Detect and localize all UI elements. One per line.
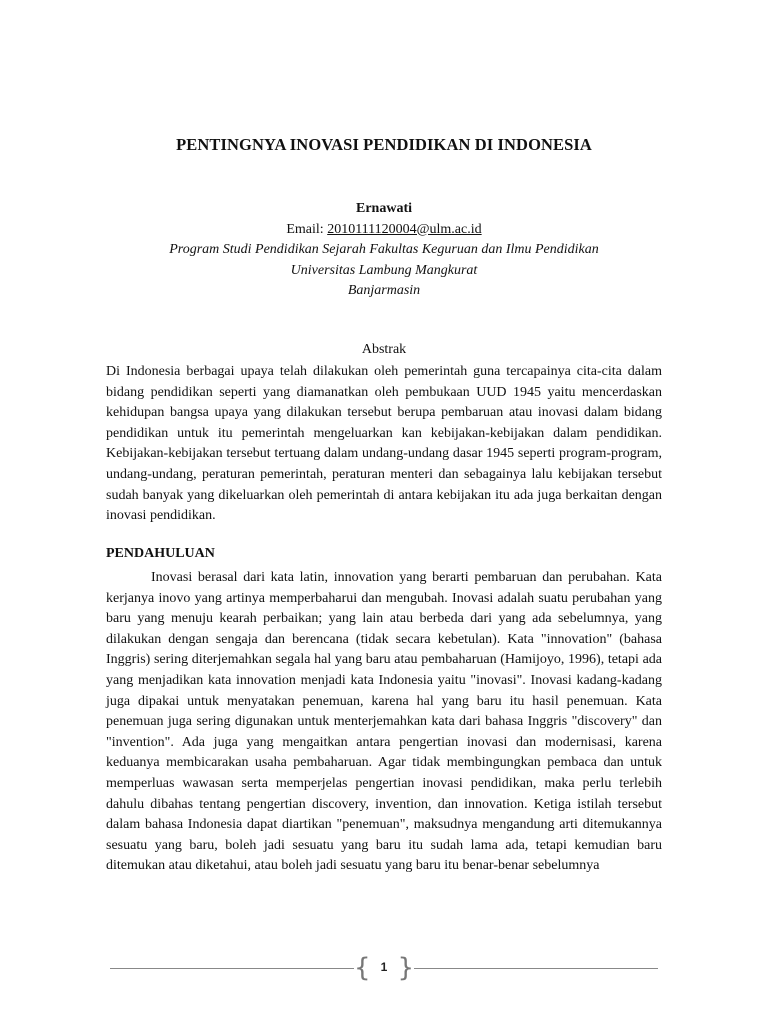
author-name: Ernawati [356, 201, 412, 216]
affiliation-city: Banjarmasin [347, 283, 421, 298]
left-brace-icon: { [354, 953, 371, 983]
email-label: Email: [286, 221, 328, 237]
affiliation-university: Universitas Lambung Mangkurat [290, 262, 478, 278]
author-email-line [0, 220, 768, 241]
abstract-heading: Abstrak [361, 342, 407, 357]
right-brace-icon: } [397, 953, 414, 983]
abstract-text: Di Indonesia berbagai upaya telah dilakukan oleh pemerintah guna tercapainya cita-cita dalam bidang pendidikan seperti yang diamanatkan oleh pembukaan UUD 1945 yaitu mencerdaskan kehidupan bangsa upaya yang dilakukan tersebut berupa pembaruan atau inovasi dalam bidang pendidikan untuk itu pemerintah mengeluarkan kan kebijakan-kebijakan dalam pendidikan. Kebijakan-kebijakan tersebut tertuang dalam undang-undang dasar 1945 seperti program-program, undang-undang, peraturan pemerintah, peraturan menteri dan sebagainya lalu kebijakan tersebut sudah banyak yang dikeluarkan oleh pemerintah di antara kebijakan itu ada juga berkaitan dengan inovasi pendidikan. [106, 364, 662, 524]
page-footer [110, 955, 658, 983]
introduction-body [106, 568, 662, 877]
affiliation-department: Program Studi Pendidikan Sejarah Fakultas Keguruan dan Ilmu Pendidikan [169, 242, 599, 257]
introduction-paragraph: Inovasi berasal dari kata latin, innovation yang berarti pembaruan dan perubahan. Kata kerjanya inovo yang artinya memperbaharui dan mengubah. Inovasi adalah suatu perubahan yang baru yang menuju kearah perbaikan; yang lain atau berbeda dari yang ada sebelumnya, yang dilakukan dengan sengaja dan berencana (tidak secara kebetulan). Kata "innovation" (bahasa Inggris) sering diterjemahkan segala hal yang baru atau pembaharuan (Hamijoyo, 1996), tetapi ada yang menjadikan kata innovation menjadi kata Indonesia yaitu "inovasi". Inovasi kadang-kadang juga dipakai untuk menyatakan penemuan, karena hal yang baru itu hasil penemuan. Kata penemuan juga sering digunakan untuk menterjemahkan kata dari bahasa Inggris "discovery" dan "invention". Ada juga yang mengaitkan antara pengertian inovasi dan modernisasi, karena keduanya membicarakan usaha pembaharuan. Agar tidak membingungkan pembaca dan untuk memperluas wawasan serta memperjelas pengertian inovasi pendidikan, maka perlu terlebih dahulu dibahas tentang pengertian discovery, invention, dan innovation. Ketiga istilah tersebut dalam bahasa Indonesia dapat diartikan "penemuan", maksudnya mengandung arti ditemukannya sesuatu yang baru, boleh jadi sesuatu yang baru itu sudah lama ada, tetapi kemudian baru ditemukan atau diketahui, atau boleh jadi sesuatu yang baru itu benar-benar sebelumnya [106, 570, 662, 874]
page-number: 1 [380, 960, 388, 974]
section-heading-introduction: PENDAHULUAN [106, 546, 215, 561]
author-block [0, 199, 768, 302]
email-link[interactable]: 2010111120004@ulm.ac.id [327, 221, 482, 237]
paper-title: PENTINGNYA INOVASI PENDIDIKAN DI INDONESIA [176, 135, 592, 154]
footer-rule-right [414, 968, 658, 969]
